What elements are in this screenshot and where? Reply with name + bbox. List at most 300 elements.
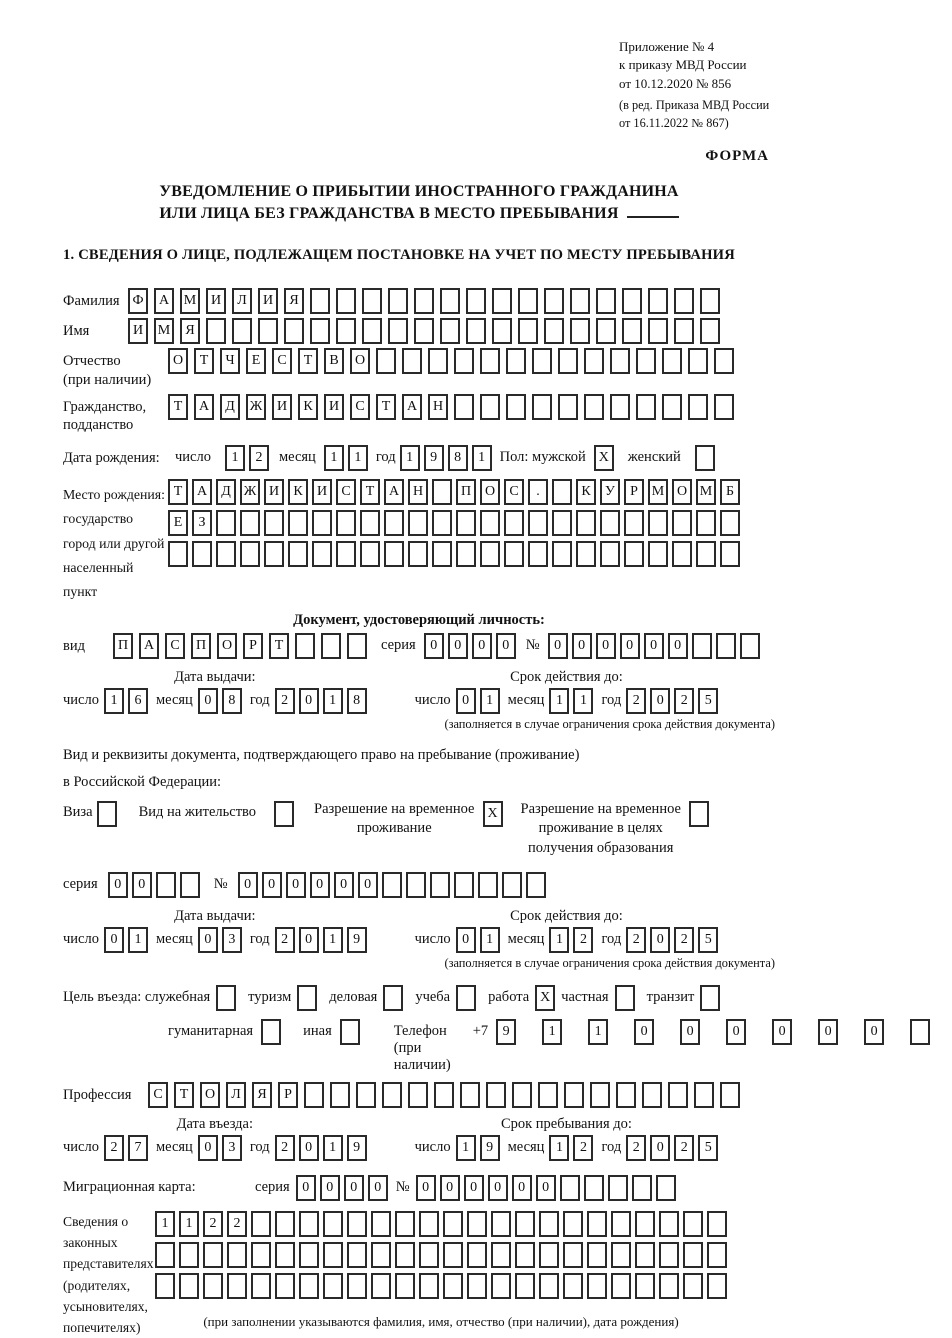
identity-doc-header: Документ, удостоверяющий личность: — [293, 612, 545, 628]
form-cell — [636, 348, 656, 374]
migration-seriya-cells — [296, 1175, 388, 1201]
form-cell — [528, 510, 548, 536]
form-cell: 0 — [668, 633, 688, 659]
field-citizenship — [63, 394, 775, 436]
rvp-education-label — [521, 800, 681, 859]
form-cell — [454, 394, 474, 420]
form-cell — [538, 1082, 558, 1108]
form-cell: Л — [232, 288, 252, 314]
form-cell — [406, 872, 426, 898]
form-cell — [740, 633, 760, 659]
form-cell — [552, 510, 572, 536]
form-cell: Я — [252, 1082, 272, 1108]
purpose-ucheba-checkbox — [456, 985, 476, 1011]
form-cell — [611, 1211, 631, 1237]
form-cell — [518, 318, 538, 344]
form-cell — [275, 1273, 295, 1299]
form-cell — [408, 1082, 428, 1108]
year-label: год — [249, 1139, 270, 1156]
form-cell: П — [456, 479, 476, 505]
form-cell — [528, 541, 548, 567]
birthplace-label — [63, 479, 168, 604]
form-cell — [610, 348, 630, 374]
form-cell — [440, 288, 460, 314]
form-cell: И — [312, 479, 332, 505]
field-identity-doc — [63, 633, 775, 659]
appendix-line: к приказу МВД России — [619, 57, 747, 73]
rvp-education-label-line3: получения образования — [528, 839, 674, 856]
form-cell: Ф — [128, 288, 148, 314]
form-cell — [674, 288, 694, 314]
form-cell: 0 — [536, 1175, 556, 1201]
form-cell — [382, 872, 402, 898]
form-cell — [382, 1082, 402, 1108]
form-cell — [624, 510, 644, 536]
form-cell: Т — [269, 633, 289, 659]
form-cell: 0 — [198, 688, 218, 714]
form-cell — [720, 510, 740, 536]
form-cell — [515, 1242, 535, 1268]
form-cell — [432, 479, 452, 505]
residence-seriya-label: серия — [63, 876, 98, 893]
form-cell: 1 — [104, 688, 124, 714]
field-profession — [63, 1082, 775, 1108]
form-cell — [526, 872, 546, 898]
form-cell: О — [480, 479, 500, 505]
form-cell — [584, 394, 604, 420]
rvp-label-line2: проживание — [356, 820, 432, 837]
form-cell: У — [600, 479, 620, 505]
form-cell — [587, 1211, 607, 1237]
form-cell: 1 — [400, 445, 420, 471]
form-cell — [384, 541, 404, 567]
form-cell — [321, 633, 341, 659]
form-cell — [299, 1211, 319, 1237]
form-cell: В — [324, 348, 344, 374]
form-cell: 0 — [572, 633, 592, 659]
rvp-education-label-line1: Разрешение на временное — [520, 800, 681, 817]
form-cell — [362, 318, 382, 344]
form-cell: 5 — [698, 688, 718, 714]
month-label: месяц — [507, 931, 545, 948]
form-cell — [251, 1211, 271, 1237]
entry-stay-dates — [63, 1116, 775, 1161]
phone-cells — [496, 1019, 952, 1045]
issue-date-title: Дата выдачи: — [174, 669, 256, 685]
issue1-year-cells — [275, 688, 367, 714]
representatives-label-line1: Сведения о — [63, 1214, 129, 1230]
stay-until-title: Срок пребывания до: — [500, 1116, 632, 1133]
representatives-rows — [155, 1209, 727, 1330]
form-cell: 9 — [480, 1135, 500, 1161]
valid-until-note: (заполняется в случае ограничения срока действия документа) — [444, 956, 775, 971]
form-cell — [714, 394, 734, 420]
form-cell — [635, 1211, 655, 1237]
form-cell: 9 — [347, 927, 367, 953]
form-cell — [432, 541, 452, 567]
form-cell: 1 — [549, 927, 569, 953]
form-cell — [635, 1242, 655, 1268]
form-cell — [440, 318, 460, 344]
form-cell — [910, 1019, 930, 1045]
form-cell — [539, 1211, 559, 1237]
form-cell — [714, 348, 734, 374]
form-cell: 9 — [424, 445, 444, 471]
form-title-line2: ИЛИ ЛИЦА БЕЗ ГРАЖДАНСТВА В МЕСТО ПРЕБЫВАНИЯ — [159, 204, 619, 222]
form-cell — [310, 318, 330, 344]
issue1-day-cells — [104, 688, 148, 714]
purpose-turizm-checkbox — [297, 985, 317, 1011]
form-cell: Д — [220, 394, 240, 420]
appendix-line: Приложение № 4 — [619, 39, 715, 54]
representatives-note: (при заполнении указываются фамилия, имя, отчество (при наличии), дата рождения) — [203, 1314, 679, 1330]
form-cell — [636, 394, 656, 420]
form-cell — [227, 1273, 247, 1299]
form-cell — [532, 394, 552, 420]
form-cell — [707, 1273, 727, 1299]
migration-card-label: Миграционная карта: — [63, 1179, 196, 1196]
form-cell — [432, 510, 452, 536]
form-cell: 0 — [286, 872, 306, 898]
form-cell — [480, 510, 500, 536]
form-cell — [648, 288, 668, 314]
form-cell: О — [350, 348, 370, 374]
form-cell: И — [258, 288, 278, 314]
identity-doc-vid-cells — [113, 633, 367, 659]
form-cell: 1 — [179, 1211, 199, 1237]
form-cell: Е — [246, 348, 266, 374]
form-cell: 0 — [650, 927, 670, 953]
form-cell — [336, 510, 356, 536]
form-cell — [356, 1082, 376, 1108]
form-cell — [622, 318, 642, 344]
form-cell — [584, 1175, 604, 1201]
form-cell — [544, 318, 564, 344]
form-cell — [587, 1273, 607, 1299]
phone-prefix: +7 — [472, 1023, 489, 1040]
form-cell — [456, 541, 476, 567]
form-cell: 7 — [128, 1135, 148, 1161]
citizenship-label-line1: Гражданство, — [63, 398, 147, 415]
representatives-label — [63, 1209, 155, 1337]
form-cell: 0 — [548, 633, 568, 659]
given-name-cells — [128, 318, 720, 344]
birth-day-label: число — [175, 449, 211, 466]
form-cell — [180, 872, 200, 898]
representatives-row3 — [155, 1273, 727, 1299]
year-label: год — [249, 692, 270, 708]
stay-month-cells — [549, 1135, 593, 1161]
form-cell: 2 — [674, 688, 694, 714]
form-cell: 2 — [275, 688, 295, 714]
residence-doc-series-row — [63, 872, 775, 898]
visa-label: Виза — [63, 803, 93, 820]
valid2-month-cells — [549, 927, 593, 953]
form-cell — [648, 318, 668, 344]
form-cell — [672, 541, 692, 567]
form-cell — [696, 541, 716, 567]
phone-label: Телефон (при наличии) — [393, 1023, 451, 1074]
form-cell: 1 — [323, 688, 343, 714]
form-cell: 0 — [496, 633, 516, 659]
identity-doc-seriya-label: серия — [381, 637, 416, 653]
form-cell — [515, 1211, 535, 1237]
valid-until-note: (заполняется в случае ограничения срока действия документа) — [444, 717, 775, 731]
form-cell: О — [217, 633, 237, 659]
purpose-chastnaya-label: частная — [561, 989, 609, 1006]
purpose-rabota-checkbox: X — [535, 985, 555, 1011]
form-cell: 0 — [456, 688, 476, 714]
form-cell — [428, 348, 448, 374]
form-cell: 2 — [104, 1135, 124, 1161]
representatives-label-line4: (родителях, — [63, 1277, 131, 1293]
form-cell — [227, 1242, 247, 1268]
birthplace-label-line1: Место рождения: — [63, 487, 165, 503]
form-cell — [419, 1273, 439, 1299]
form-cell: С — [504, 479, 524, 505]
form-cell — [668, 1082, 688, 1108]
form-cell: 0 — [818, 1019, 838, 1045]
day-label: число — [63, 1139, 99, 1156]
form-cell — [395, 1273, 415, 1299]
form-cell — [659, 1273, 679, 1299]
form-cell: 3 — [222, 927, 242, 953]
form-cell: З — [192, 510, 212, 536]
form-cell — [552, 479, 572, 505]
form-cell: И — [264, 479, 284, 505]
entry-purpose-row — [63, 985, 775, 1011]
form-cell: 0 — [299, 927, 319, 953]
appendix-line: от 10.12.2020 № 856 — [619, 75, 732, 91]
form-cell — [203, 1242, 223, 1268]
form-cell: С — [148, 1082, 168, 1108]
form-cell: О — [672, 479, 692, 505]
month-label: месяц — [155, 1139, 193, 1156]
form-cell — [539, 1242, 559, 1268]
appendix-edit-line: от 16.11.2022 № 867) — [619, 115, 729, 130]
form-cell — [659, 1211, 679, 1237]
form-cell — [659, 1242, 679, 1268]
form-cell — [466, 288, 486, 314]
form-cell — [362, 288, 382, 314]
purpose-tranzit-label: транзит — [646, 989, 695, 1006]
valid-until-col — [415, 908, 719, 953]
form-cell — [443, 1273, 463, 1299]
form-cell — [156, 872, 176, 898]
form-cell — [570, 318, 590, 344]
form-cell — [155, 1273, 175, 1299]
form-cell: К — [288, 479, 308, 505]
form-cell — [700, 288, 720, 314]
form-cell: 1 — [155, 1211, 175, 1237]
birth-day-cells — [225, 445, 269, 471]
form-cell: 3 — [222, 1135, 242, 1161]
form-cell: 0 — [262, 872, 282, 898]
form-cell: 0 — [620, 633, 640, 659]
valid-until-line — [415, 688, 719, 714]
form-cell: Р — [243, 633, 263, 659]
form-cell — [384, 510, 404, 536]
form-cell — [694, 1082, 714, 1108]
form-cell — [460, 1082, 480, 1108]
valid1-year-cells — [626, 688, 718, 714]
month-label: месяц — [155, 692, 193, 708]
birth-year-label: год — [375, 449, 396, 466]
form-cell — [284, 318, 304, 344]
rvp-option — [314, 800, 502, 839]
vnz-label: Вид на жительство — [138, 803, 257, 820]
valid-until-title: Срок действия до: — [510, 669, 623, 685]
purpose-gumanitarnaya-label: гуманитарная — [168, 1023, 254, 1040]
form-cell: 1 — [480, 688, 500, 714]
purpose-extra-row — [168, 1019, 878, 1074]
rvp-label — [314, 800, 474, 839]
form-cell: 0 — [488, 1175, 508, 1201]
form-cell: С — [272, 348, 292, 374]
form-cell: А — [194, 394, 214, 420]
form-cell: М — [154, 318, 174, 344]
form-cell: 0 — [644, 633, 664, 659]
patronymic-label — [63, 348, 168, 390]
form-cell — [395, 1242, 415, 1268]
form-cell — [240, 510, 260, 536]
form-cell: 2 — [674, 1135, 694, 1161]
form-cell: 1 — [456, 1135, 476, 1161]
form-cell — [466, 318, 486, 344]
form-cell — [395, 1211, 415, 1237]
residence-number-cells — [238, 872, 546, 898]
form-cell — [491, 1242, 511, 1268]
form-cell: 0 — [334, 872, 354, 898]
purpose-delovaya-label: деловая — [329, 989, 378, 1006]
identity-doc-dates — [63, 669, 775, 714]
form-cell: 0 — [726, 1019, 746, 1045]
form-cell — [376, 348, 396, 374]
form-cell — [683, 1211, 703, 1237]
representatives-row1 — [155, 1211, 727, 1237]
form-cell: К — [298, 394, 318, 420]
issue2-day-cells — [104, 927, 148, 953]
residence-permit-vnz-option — [139, 800, 294, 827]
form-cell — [419, 1211, 439, 1237]
form-cell — [408, 510, 428, 536]
form-cell: 2 — [626, 1135, 646, 1161]
form-cell — [312, 510, 332, 536]
rvp-education-label-line2: проживание в целях — [538, 820, 663, 837]
birthplace-row2 — [168, 510, 740, 536]
form-cell — [155, 1242, 175, 1268]
purpose-prefix-label: Цель въезда: служебная — [63, 989, 211, 1006]
identity-doc-number-cells — [548, 633, 760, 659]
form-cell: Т — [360, 479, 380, 505]
form-cell: Б — [720, 479, 740, 505]
form-cell — [480, 348, 500, 374]
form-cell — [720, 541, 740, 567]
form-cell — [179, 1242, 199, 1268]
form-cell — [688, 394, 708, 420]
purpose-inaya-label: иная — [303, 1023, 332, 1040]
form-title-line1: УВЕДОМЛЕНИЕ О ПРИБЫТИИ ИНОСТРАННОГО ГРАЖДАНИНА — [159, 182, 679, 200]
form-cell — [576, 541, 596, 567]
form-cell — [492, 318, 512, 344]
form-cell — [443, 1242, 463, 1268]
form-cell: 0 — [358, 872, 378, 898]
field-patronymic — [63, 348, 775, 390]
form-cell: 1 — [128, 927, 148, 953]
entry-date-line — [63, 1135, 367, 1161]
form-cell — [662, 394, 682, 420]
issue-date-title: Дата выдачи: — [174, 908, 256, 925]
vnz-checkbox — [274, 801, 294, 827]
form-cell: С — [336, 479, 356, 505]
form-cell — [454, 348, 474, 374]
form-cell: 1 — [480, 927, 500, 953]
form-cell — [203, 1273, 223, 1299]
form-cell — [419, 1242, 439, 1268]
form-cell — [570, 288, 590, 314]
day-label: число — [63, 931, 99, 948]
form-cell — [251, 1273, 271, 1299]
form-cell: С — [350, 394, 370, 420]
form-cell: Е — [168, 510, 188, 536]
form-cell — [596, 288, 616, 314]
form-cell: Я — [180, 318, 200, 344]
form-cell — [518, 288, 538, 314]
form-cell — [264, 541, 284, 567]
form-cell — [700, 318, 720, 344]
form-cell: 0 — [596, 633, 616, 659]
entry-day-cells — [104, 1135, 148, 1161]
form-cell — [506, 348, 526, 374]
form-cell: О — [168, 348, 188, 374]
form-cell: 2 — [203, 1211, 223, 1237]
entry-year-cells — [275, 1135, 367, 1161]
field-birthplace — [63, 479, 775, 604]
month-label: месяц — [507, 692, 545, 708]
form-cell — [624, 541, 644, 567]
rvp-education-checkbox — [689, 801, 709, 827]
form-cell: 6 — [128, 688, 148, 714]
form-cell: Л — [226, 1082, 246, 1108]
entry-date-col — [63, 1116, 367, 1161]
form-cell: 0 — [456, 927, 476, 953]
form-cell — [558, 348, 578, 374]
birthplace-rows — [168, 479, 740, 567]
form-cell — [532, 348, 552, 374]
rvp-checkbox: X — [483, 801, 503, 827]
form-cell — [258, 318, 278, 344]
section1-title: 1. СВЕДЕНИЯ О ЛИЦЕ, ПОДЛЕЖАЩЕМ ПОСТАНОВКЕ НА УЧЕТ ПО МЕСТУ ПРЕБЫВАНИЯ — [63, 246, 735, 263]
citizenship-label — [63, 394, 168, 436]
form-cell: 8 — [222, 688, 242, 714]
residence-seriya-cells — [108, 872, 200, 898]
form-cell — [515, 1273, 535, 1299]
form-cell: П — [191, 633, 211, 659]
form-cell — [388, 318, 408, 344]
citizenship-label-line2: подданство — [63, 417, 134, 434]
form-cell — [168, 541, 188, 567]
form-cell: И — [206, 288, 226, 314]
form-cell: 1 — [472, 445, 492, 471]
form-cell: 0 — [650, 1135, 670, 1161]
residence-doc-text — [63, 742, 775, 796]
form-cell — [275, 1242, 295, 1268]
issue2-month-cells — [198, 927, 242, 953]
form-cell — [692, 633, 712, 659]
form-cell — [563, 1211, 583, 1237]
form-cell — [478, 872, 498, 898]
form-cell: 0 — [104, 927, 124, 953]
